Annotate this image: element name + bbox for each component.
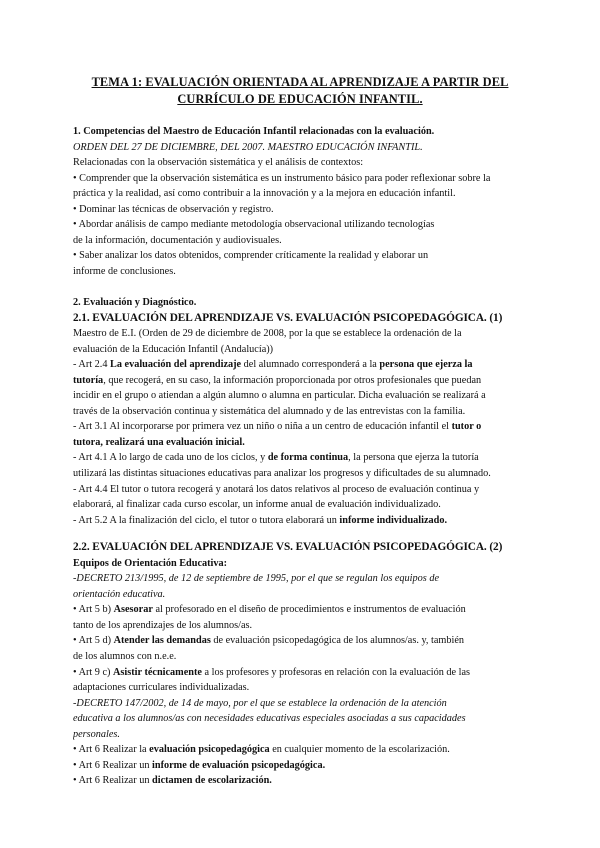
- art-5b-line-1: • Art 5 b) Asesorar al profesorado en el diseño de procedimientos e instrumentos de evaluación: [73, 604, 466, 616]
- art-5d-line-2: de los alumnos con n.e.e.: [73, 651, 177, 662]
- art-4-4-line-2: elaborará, al finalizar cada curso escolar, un informe anual de evaluación individualizado.: [73, 499, 441, 511]
- art-2-4-line-2: tutoría, que recogerá, en su caso, la información proporcionada por otros profesionales que puedan: [73, 374, 482, 386]
- art-5-2-line: - Art 5.2 A la finalización del ciclo, el tutor o tutora elaborará un informe individualizado.: [73, 514, 448, 526]
- equipos-heading: Equipos de Orientación Educativa:: [73, 557, 228, 569]
- section-1-intro: Relacionadas con la observación sistemática y el análisis de contextos:: [73, 157, 364, 169]
- maestro-line-1: Maestro de E.I. (Orden de 29 de diciembre de 2008, por la que se establece la ordenación de la: [73, 328, 462, 340]
- art-9c-line-1: • Art 9 c) Asistir técnicamente a los profesores y profesoras en relación con la evaluación de las: [73, 666, 471, 678]
- art-6-dictamen: • Art 6 Realizar un dictamen de escolarización.: [73, 775, 272, 787]
- decreto-2-line-2: educativa a los alumnos/as con necesidades educativas especiales asociadas a sus capacidades: [73, 713, 466, 725]
- bullet-1-line-1: • Comprender que la observación sistemática es un instrumento básico para poder reflexionar sobre la: [73, 172, 491, 184]
- decreto-1-line-1: -DECRETO 213/1995, de 12 de septiembre de 1995, por el que se regulan los equipos de: [73, 573, 440, 585]
- subsection-2-2-heading: 2.2. EVALUACIÓN DEL APRENDIZAJE VS. EVALUACIÓN PSICOPEDAGÓGICA. (2): [73, 541, 503, 554]
- decreto-1-line-2: orientación educativa.: [73, 588, 166, 600]
- bullet-4-line-1: • Saber analizar los datos obtenidos, comprender críticamente la realidad y elaborar un: [73, 250, 429, 262]
- bullet-3-line-2: de la información, documentación y audiovisuales.: [73, 234, 282, 246]
- bullet-3-line-1: • Abordar análisis de campo mediante metodología observacional utilizando tecnologías: [73, 219, 435, 231]
- art-6-evaluacion: • Art 6 Realizar la evaluación psicopedagógica en cualquier momento de la escolarización.: [73, 744, 450, 756]
- art-5d-line-1: • Art 5 d) Atender las demandas de evaluación psicopedagógica de los alumnos/as. y, también: [73, 635, 465, 647]
- document-title: [40, 74, 560, 108]
- document-body: [73, 124, 559, 789]
- art-9c-line-2: adaptaciones curriculares individualizadas.: [73, 682, 250, 694]
- art-2-4-line-3: incidir en el grupo o atiendan a algún alumno o alumna en particular. Dicha evaluación se realizará a: [73, 390, 486, 402]
- art-4-1-line-1: - Art 4.1 A lo largo de cada uno de los ciclos, y de forma continua, la persona que ejerza la tutoría: [73, 452, 479, 464]
- art-4-4-line-1: - Art 4.4 El tutor o tutora recogerá y anotará los datos relativos al proceso de evaluación continua y: [73, 483, 480, 495]
- section-2-heading: 2. Evaluación y Diagnóstico.: [73, 296, 197, 308]
- decreto-2-line-1: -DECRETO 147/2002, de 14 de mayo, por el que se establece la ordenación de la atención: [73, 697, 447, 709]
- art-2-4-line-1: - Art 2.4 La evaluación del aprendizaje del alumnado corresponderá a la persona que ejerza la: [73, 359, 473, 371]
- title-line-1: TEMA 1: EVALUACIÓN ORIENTADA AL APRENDIZAJE A PARTIR DEL: [91, 75, 509, 89]
- maestro-line-2: evaluación de la Educación Infantil (Andalucía)): [73, 343, 274, 355]
- art-3-1-line-2: tutora, realizará una evaluación inicial.: [73, 436, 245, 448]
- decreto-2-line-3: personales.: [73, 728, 120, 740]
- section-1-heading: 1. Competencias del Maestro de Educación Infantil relacionadas con la evaluación.: [73, 126, 435, 137]
- art-4-1-line-2: utilizará las distintas situaciones educativas para analizar los progresos y dificultades de su alumnado.: [73, 467, 491, 479]
- art-3-1-line-1: - Art 3.1 Al incorporarse por primera vez un niño o niña a un centro de educación infantil el tutor o: [73, 421, 482, 433]
- order-reference: ORDEN DEL 27 DE DICIEMBRE, DEL 2007. MAESTRO EDUCACIÓN INFANTIL.: [73, 141, 423, 153]
- art-5b-line-2: tanto de los aprendizajes de los alumnos/as.: [73, 619, 253, 631]
- bullet-4-line-2: informe de conclusiones.: [73, 265, 176, 277]
- subsection-2-1-heading: 2.1. EVALUACIÓN DEL APRENDIZAJE VS. EVALUACIÓN PSICOPEDAGÓGICA. (1): [73, 311, 503, 324]
- bullet-1-line-2: práctica y la realidad, así como contribuir a la innovación y a la mejora en educación infantil.: [73, 188, 456, 200]
- art-2-4-line-4: través de la observación continua y sistemática del alumnado y de las entrevistas con la familia.: [73, 405, 466, 417]
- art-6-informe: • Art 6 Realizar un informe de evaluación psicopedagógica.: [73, 759, 326, 771]
- title-line-2: CURRÍCULO DE EDUCACIÓN INFANTIL.: [177, 92, 423, 106]
- bullet-2: • Dominar las técnicas de observación y registro.: [73, 203, 274, 215]
